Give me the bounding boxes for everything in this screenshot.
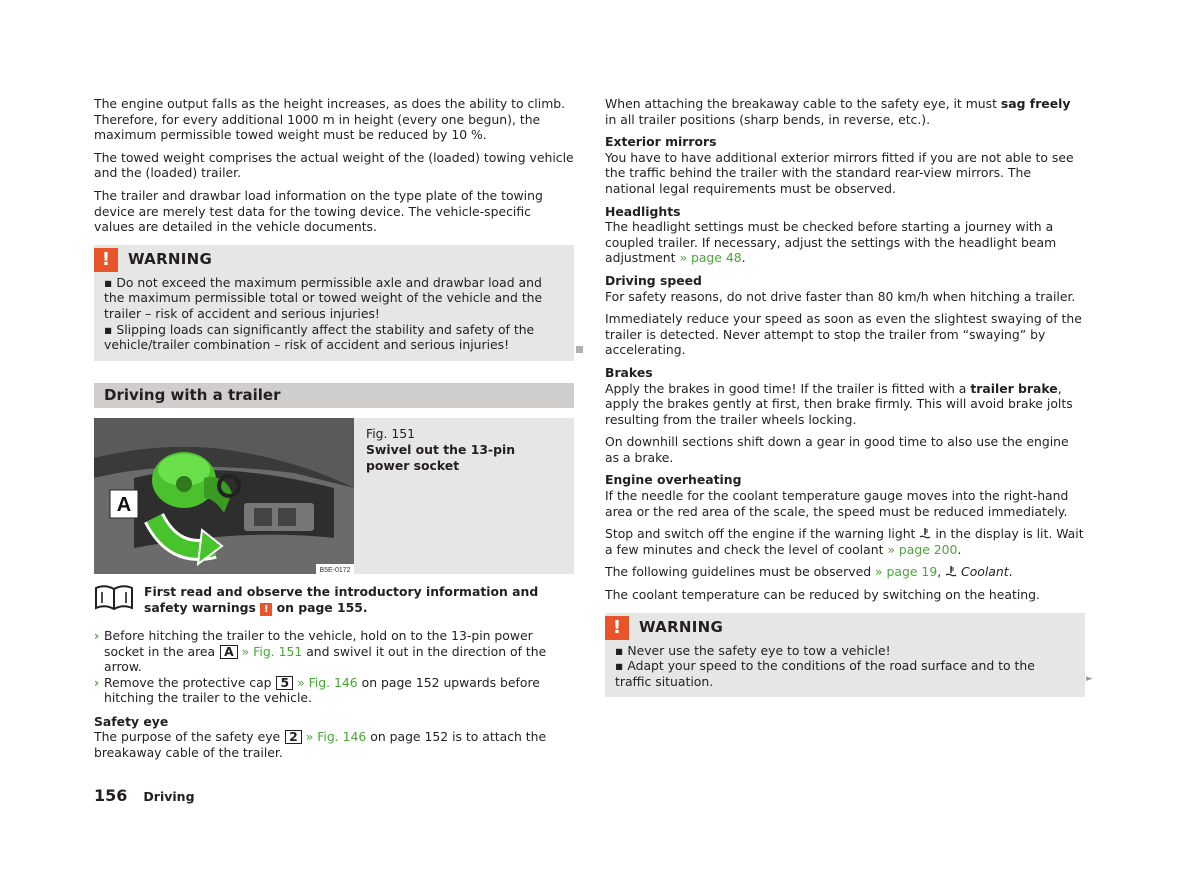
- figure-151: [94, 418, 574, 574]
- subheading: Brakes: [605, 364, 653, 380]
- left-column: [94, 96, 574, 768]
- book-icon: [94, 584, 134, 610]
- figure-caption-box: [354, 418, 574, 574]
- read-first-note: [94, 584, 574, 616]
- warning-box-left: [94, 245, 574, 361]
- read-first-text: First read and observe the introductory information and safety warnings ! on page 155.: [144, 584, 539, 615]
- figure-code: B5E-0172: [319, 567, 351, 575]
- instruction-step: › Remove the protective cap 5 » Fig. 146 on page 152 upwards before hitching the trailer to the vehicle.: [94, 674, 540, 706]
- paragraph-headlights: The headlight settings must be checked before starting a journey with a coupled trailer. If necessary, adjust the settings with the headlight beam adjustment » page 48.: [605, 219, 1057, 266]
- coolant-temperature-icon: [945, 565, 957, 577]
- warning-header: [94, 245, 564, 275]
- paragraph-type-plate: The trailer and drawbar load information on the type plate of the towing device are merely test data for the towing device. The vehicle-specific values are detailed in the vehicle documents.: [94, 187, 543, 235]
- paragraph-altitude: The engine output falls as the height increases, as does the ability to climb. Therefore, for every additional 1000 m in height (every one begun), the maximum permissible towed weight must be reduced by 10 %.: [94, 96, 566, 143]
- warning-icon: !: [605, 616, 629, 640]
- continue-arrow-icon: ►: [1086, 674, 1093, 684]
- warning-item: ▪ Do not exceed the maximum permissible axle and drawbar load and the maximum permissible total or towed weight of the vehicle and the trailer – risk of accident and serious injuries!: [104, 274, 543, 321]
- item-label-box: A: [220, 645, 238, 659]
- figure-link[interactable]: » Fig. 146: [305, 729, 367, 745]
- page-link[interactable]: » page 19: [875, 564, 938, 580]
- warning-header: [605, 613, 1075, 643]
- figure-marker-a: A: [116, 494, 132, 517]
- paragraph-brakes: Apply the brakes in good time! If the trailer is fitted with a trailer brake, apply the brakes gently at first, then brake firmly. This will avoid brake jolts resulting from the trailer wheels locking.: [605, 380, 1073, 427]
- paragraph-swaying: Immediately reduce your speed as soon as even the slightest swaying of the trailer is detected. Never attempt to stop the trailer from “swaying” by accelerating.: [605, 311, 1082, 358]
- warning-title: WARNING: [128, 249, 213, 268]
- subheading: Exterior mirrors: [605, 134, 717, 150]
- instruction-list: [94, 628, 574, 706]
- paragraph-mirrors: You have to have additional exterior mirrors fitted if you are not able to see the traffic behind the trailer with the standard rear-view mirrors. The national legal requirements must be observed.: [605, 149, 1074, 196]
- figure-link[interactable]: » Fig. 151: [241, 643, 303, 659]
- instruction-step: › Before hitching the trailer to the vehicle, hold on to the 13-pin power socket in the area A » Fig. 151 and swivel it out in the direction of the arrow.: [94, 627, 547, 675]
- warning-icon: !: [260, 603, 272, 616]
- power-socket-illustration: [94, 418, 354, 574]
- paragraph-towed-weight: The towed weight comprises the actual weight of the (loaded) towing vehicle and the (loaded) trailer.: [94, 149, 574, 181]
- paragraph-speed: For safety reasons, do not drive faster than 80 km/h when hitching a trailer.: [605, 288, 1076, 304]
- warning-title: WARNING: [639, 617, 724, 636]
- warning-item: ▪ Adapt your speed to the conditions of the road surface and to the traffic situation.: [615, 658, 1035, 689]
- coolant-temperature-icon: [919, 527, 931, 539]
- safety-eye-section: Safety eye The purpose of the safety eye 2 » Fig. 146 on page 152 is to attach the breakaway cable of the trailer.: [94, 714, 574, 761]
- footer-section: Driving: [143, 789, 195, 804]
- subheading: Engine overheating: [605, 472, 742, 488]
- right-column: [605, 96, 1085, 697]
- page-link[interactable]: » page 48: [679, 250, 742, 266]
- figure-link[interactable]: » Fig. 146: [297, 674, 358, 690]
- section-end-icon: [576, 346, 583, 353]
- item-label-box: 2: [285, 730, 302, 744]
- warning-item: ▪ Never use the safety eye to tow a vehicle!: [615, 642, 891, 658]
- warning-box-right: [605, 613, 1085, 698]
- paragraph-guidelines: The following guidelines must be observed » page 19, Coolant.: [605, 564, 1013, 580]
- paragraph-overheat: If the needle for the coolant temperature gauge moves into the right-hand area or the red area of the scale, the speed must be reduced immediately.: [605, 488, 1069, 519]
- figure-caption: Swivel out the 13-pin power socket: [366, 441, 516, 473]
- figure-label: Fig. 151: [366, 426, 416, 442]
- page-number: 156: [94, 786, 128, 805]
- step-arrow-icon: ›: [94, 674, 100, 690]
- warning-icon: !: [94, 248, 118, 272]
- subheading: Driving speed: [605, 272, 702, 288]
- paragraph-warning-light: Stop and switch off the engine if the warning light in the display is lit. Wait a few minutes and check the level of coolant » page 200.: [605, 526, 1084, 557]
- paragraph-breakaway: When attaching the breakaway cable to the safety eye, it must sag freely in all trailer positions (sharp bends, in reverse, etc.).: [605, 96, 1071, 127]
- section-title: Driving with a trailer: [94, 383, 574, 409]
- paragraph-heating: The coolant temperature can be reduced by switching on the heating.: [605, 587, 1040, 603]
- step-arrow-icon: ›: [94, 627, 100, 643]
- warning-item: ▪ Slipping loads can significantly affect the stability and safety of the vehicle/trailer combination – risk of accident and serious injuries!: [104, 321, 535, 353]
- subheading: Safety eye: [94, 713, 169, 729]
- subheading: Headlights: [605, 203, 681, 219]
- page-footer: [94, 786, 195, 805]
- paragraph-downhill: On downhill sections shift down a gear in good time to also use the engine as a brake.: [605, 434, 1069, 465]
- item-label-box: 5: [276, 676, 293, 690]
- page-link[interactable]: » page 200: [887, 541, 958, 557]
